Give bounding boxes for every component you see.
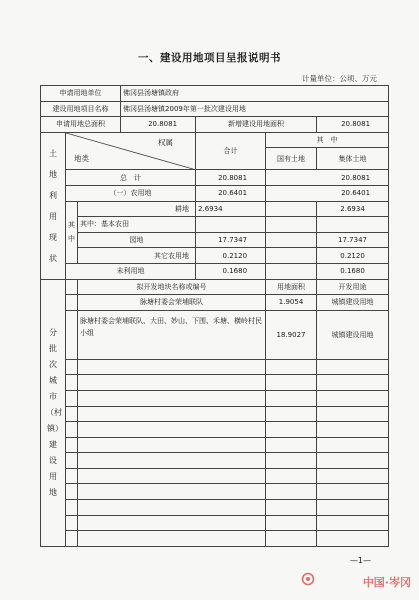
- table-row: [41, 437, 389, 453]
- total-value: 20.8081: [196, 170, 266, 186]
- state-value: [266, 232, 317, 248]
- table-row: [41, 390, 389, 406]
- plot-use: 城镇建设用地: [317, 295, 389, 311]
- table-row: [41, 422, 389, 438]
- row-label: 其它农用地: [78, 248, 196, 264]
- row-label: 总 计: [66, 170, 196, 186]
- collective-value: 0.2120: [317, 248, 389, 264]
- collective-value: [317, 217, 389, 233]
- table-row: [41, 185, 389, 201]
- table-row: [41, 531, 389, 547]
- table-row: [41, 310, 389, 359]
- unit-label: 申请用地单位: [41, 86, 121, 102]
- table-row: [41, 132, 389, 148]
- unit-value: 佛冈县汤塘镇政府: [121, 86, 389, 102]
- table-row: [41, 500, 389, 516]
- plot-area: 1.9054: [266, 295, 317, 311]
- table-row: [41, 248, 389, 264]
- unit-note: 计量单位：公顷、万元: [302, 74, 377, 83]
- plot-name: 脉塘村委会荣埔联队: [78, 295, 266, 311]
- table-row: [41, 101, 389, 117]
- area-value: 20.8081: [121, 117, 196, 133]
- table-row: [41, 406, 389, 422]
- total-value: 2.6934: [196, 201, 266, 217]
- table-row: [41, 359, 389, 375]
- new-area-value: 20.8081: [317, 117, 389, 133]
- plot-name: 脉塘村委会荣埔联队、大田、妙山、下围、禾塘、横岭村民小组: [78, 310, 266, 359]
- among-side-label: 其中: [66, 201, 78, 263]
- document-title: 一、建设用地项目呈报说明书: [138, 52, 281, 64]
- watermark-logo-icon: [301, 572, 315, 586]
- total-value: 20.6401: [196, 185, 266, 201]
- row-label: （一）农用地: [66, 185, 196, 201]
- state-value: [266, 217, 317, 233]
- table-row: [41, 375, 389, 391]
- collective-value: 17.7347: [317, 232, 389, 248]
- area-header: 用地面积: [266, 279, 317, 295]
- new-area-label: 新增建设用地面积: [196, 117, 317, 133]
- row-label: 园地: [78, 232, 196, 248]
- owner-header: 权属: [158, 137, 174, 147]
- collective-value: 2.6934: [317, 201, 389, 217]
- collective-header: 集体土地: [317, 148, 389, 170]
- total-value: [196, 217, 266, 233]
- total-value: 0.2120: [196, 248, 266, 264]
- land-side-label: 土地利用现状: [41, 132, 66, 279]
- row-label: 耕地: [78, 201, 196, 217]
- state-value: [266, 248, 317, 264]
- batch-side-label: 分批次城市（村镇）建设用地: [41, 279, 66, 546]
- type-header: 地类: [74, 154, 89, 164]
- project-value: 佛冈县汤塘镇2009年第一批次建设用地: [121, 101, 389, 117]
- use-header: 开发用途: [317, 279, 389, 295]
- collective-value: 20.8081: [266, 170, 389, 186]
- state-header: 国有土地: [266, 148, 317, 170]
- area-label: 申请用地总面积: [41, 117, 121, 133]
- table-row: [41, 453, 389, 469]
- table-row: [41, 468, 389, 484]
- total-value: 0.1680: [196, 263, 266, 279]
- plot-use: 城镇建设用地: [317, 310, 389, 359]
- row-label: 其中：基本农田: [78, 217, 196, 233]
- project-label: 建设用地项目名称: [41, 101, 121, 117]
- table-row: [41, 117, 389, 133]
- total-value: 17.7347: [196, 232, 266, 248]
- state-value: [266, 201, 317, 217]
- table-row: [41, 515, 389, 531]
- table-row: [41, 170, 389, 186]
- project-table: [40, 85, 389, 547]
- table-row: [41, 484, 389, 500]
- page-number: —1—: [349, 556, 371, 565]
- table-row: [41, 217, 389, 233]
- plot-area: 18.9027: [266, 310, 317, 359]
- watermark: 中国·岑冈: [362, 576, 411, 589]
- collective-value: 0.1680: [317, 263, 389, 279]
- total-header: 合计: [196, 132, 266, 170]
- row-label: 未利用地: [66, 263, 196, 279]
- state-value: [266, 263, 317, 279]
- table-row: [41, 232, 389, 248]
- diagonal-header: [66, 132, 196, 170]
- collective-value: 20.6401: [266, 185, 389, 201]
- table-row: [41, 263, 389, 279]
- table-row: [41, 201, 389, 217]
- plot-header: 拟开发地块名称或编号: [78, 279, 266, 295]
- among-header: 其 中: [266, 132, 389, 148]
- table-row: [41, 279, 389, 295]
- table-row: [41, 86, 389, 102]
- table-row: [41, 295, 389, 311]
